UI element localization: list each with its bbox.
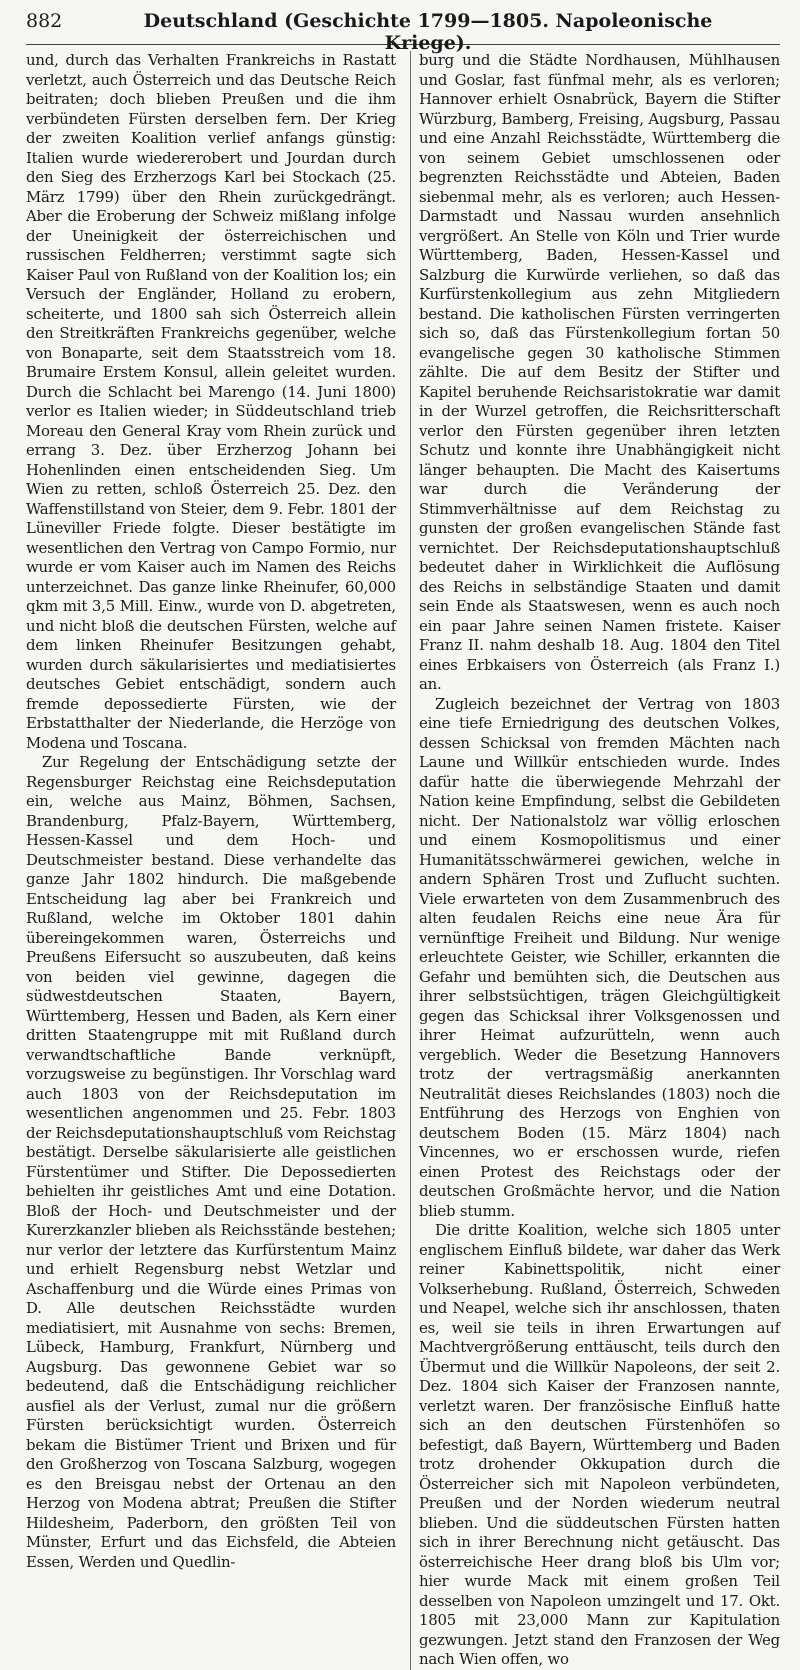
paragraph: Zur Regelung der Entschädigung setzte der Regensburger Reichstag eine Reichsdeputation ein, welche aus Mainz, Böhmen, Sachsen, Brandenburg, Pfalz-Bayern, Württemberg, Hessen-Kassel und dem Hoch- und Deutschmeister bestand. Diese verhandelte das ganze Jahr 1802 hindurch. Die maßgebende Entscheidung lag aber bei Frankreich und Rußland, welche im Oktober 1801 dahin übereingekommen waren, Österreichs und Preußens Eifersucht so auszubeuten, daß keins von beiden viel gewinne, dagegen die südwestdeutschen Staaten, Bayern, Württemberg, Hessen und Baden, als Kern einer dritten Staatengruppe mit mit Rußland durch verwandtschaftliche Bande verknüpft, vorzugsweise zu begünstigen. Ihr Vorschlag ward auch 1803 von der Reichsdeputation im wesentlichen angenommen und 25. Febr. 1803 der Reichsdeputationshauptschluß vom Reichstag bestätigt. Derselbe säkularisierte alle geistlichen Fürstentümer und Stifter. Die Depossedierten behielten ihr geistliches Amt und eine Dotation. Bloß der Hoch- und Deutschmeister und der Kurerzkanzler blieben als Reichsstände bestehen; nur verlor der letztere das Kurfürstentum Mainz und erhielt Regensburg nebst Wetzlar und Aschaffenburg und die Würde eines Primas von D. Alle deutschen Reichsstädte wurden mediatisiert, mit Ausnahme von sechs: Bremen, Lübeck, Hamburg, Frankfurt, Nürnberg und Augsburg. Das gewonnene Gebiet war so bedeutend, daß die Entschädigung reichlicher ausfiel als der Verlust, zumal nur die größern Fürsten berücksichtigt wurden. Österreich bekam die Bistümer Trient und Brixen und für den Großherzog von Toscana Salzburg, wogegen es den Breisgau nebst der Ortenau an den Herzog von Modena abtrat; Preußen die Stifter Hildesheim, Paderborn, den größten Teil von Münster, Erfurt und das Eichsfeld, die Abteien Essen, Werden und Quedlin- xyxy=(26,753,396,1571)
paragraph: Die dritte Koalition, welche sich 1805 unter englischem Einfluß bildete, war daher das Werk reiner Kabinettspolitik, nicht einer Volkserhebung. Rußland, Österreich, Schweden und Neapel, welche sich ihr anschlossen, thaten es, weil sie teils in ihren Erwartungen auf Machtvergrößerung enttäuscht, teils durch den Übermut und die Willkür Napoleons, der seit 2. Dez. 1804 sich Kaiser der Franzosen nannte, verletzt waren. Der französische Einfluß hatte sich an den deutschen Fürstenhöfen so befestigt, daß Bayern, Württemberg und Baden trotz drohender Okkupation durch die Österreicher sich mit Napoleon verbündeten, Preußen und der Norden wiederum neutral blieben. Und die süddeutschen Fürsten hatten sich in ihrer Berechnung nicht getäuscht. Das österreichische Heer drang bloß bis Ulm vor; hier wurde Mack mit einem großen Teil desselben von Napoleon umzingelt und 17. Okt. 1805 mit 23,000 Mann zur Kapitulation gezwungen. Jetzt stand den Franzosen der Weg nach Wien offen, wo xyxy=(418,1221,780,1668)
right-column xyxy=(410,51,780,1670)
running-head: Deutschland (Geschichte 1799—1805. Napoleonische Kriege). xyxy=(143,10,713,54)
paragraph: und, durch das Verhalten Frankreichs in Rastatt verletzt, auch Österreich und das Deutsche Reich beitraten; doch blieben Preußen und die ihm verbündeten Fürsten derselben fern. Der Krieg der zweiten Koalition verlief anfangs günstig: Italien wurde wiedererobert und Jourdan durch den Sieg des Erzherzogs Karl bei Stockach (25. März 1799) über den Rhein zurückgedrängt. Aber die Eroberung der Schweiz mißlang infolge der Uneinigkeit der österreichischen und russischen Feldherren; verstimmt sagte sich Kaiser Paul von Rußland von der Koalition los; ein Versuch der Engländer, Holland zu erobern, scheiterte, und 1800 sah sich Österreich allein den Streitkräften Frankreichs gegenüber, welche von Bonaparte, seit dem Staatsstreich vom 18. Brumaire Erstem Konsul, allein geleitet wurden. Durch die Schlacht bei Marengo (14. Juni 1800) verlor es Italien wieder; in Süddeutschland trieb Moreau den General Kray vom Rhein zurück und errang 3. Dez. über Erzherzog Johann bei Hohenlinden einen entscheidenden Sieg. Um Wien zu retten, schloß Österreich 25. Dez. den Waffenstillstand von Steier, dem 9. Febr. 1801 der Lüneviller Friede folgte. Dieser bestätigte im wesentlichen den Vertrag von Campo Formio, nur wurde er vom Kaiser auch im Namen des Reichs unterzeichnet. Das ganze linke Rheinufer, 60,000 qkm mit 3,5 Mill. Einw., wurde von D. abgetreten, und nicht bloß die deutschen Fürsten, welche auf dem linken Rheinufer Besitzungen gehabt, wurden durch säkularisiertes und mediatisiertes deutsches Gebiet entschädigt, sondern auch fremde depossedierte Fürsten, wie der Erbstatthalter der Niederlande, die Herzöge von Modena und Toscana. xyxy=(26,51,396,752)
paragraph: burg und die Städte Nordhausen, Mühlhausen und Goslar, fast fünfmal mehr, als es verloren; Hannover erhielt Osnabrück, Bayern die Stifter Würzburg, Bamberg, Freising, Augsburg, Passau und eine Anzahl Reichsstädte, Württemberg die von seinem Gebiet umschlossenen oder begrenzten Reichsstädte und Abteien, Baden siebenmal mehr, als es verloren; auch Hessen-Darmstadt und Nassau wurden ansehnlich vergrößert. An Stelle von Köln und Trier wurde Württemberg, Baden, Hessen-Kassel und Salzburg die Kurwürde verliehen, so daß das Kurfürstenkollegium aus zehn Mitgliedern bestand. Die katholischen Fürsten verringerten sich so, daß das Fürstenkollegium fortan 50 evangelische gegen 30 katholische Stimmen zählte. Die auf dem Besitz der Stifter und Kapitel beruhende Reichsaristokratie war damit in der Wurzel getroffen, die Reichsritterschaft verlor den Fürsten gegenüber ihren letzten Schutz und konnte ihre Unabhängigkeit nicht länger behaupten. Die Macht des Kaisertums war durch die Veränderung der Stimmverhältnisse auf dem Reichstag zu gunsten der großen evangelischen Stände fast vernichtet. Der Reichsdeputationshauptschluß bedeutet daher in Wirklichkeit die Auflösung des Reichs in selbständige Staaten und damit sein Ende als Staatswesen, wenn es auch noch ein paar Jahre seinen Namen fristete. Kaiser Franz II. nahm deshalb 18. Aug. 1804 den Titel eines Erbkaisers von Österreich (als Franz I.) an. xyxy=(418,51,780,693)
text-columns xyxy=(26,51,780,1670)
page-header xyxy=(26,10,780,54)
page-number: 882 xyxy=(26,10,63,32)
left-column xyxy=(26,51,396,1670)
paragraph: Zugleich bezeichnet der Vertrag von 1803 eine tiefe Erniedrigung des deutschen Volkes, dessen Schicksal von fremden Mächten nach Laune und Willkür entschieden wurde. Indes dafür hatte die überwiegende Mehrzahl der Nation keine Empfindung, selbst die Gebildeten nicht. Der Nationalstolz war völlig erloschen und einem Kosmopolitismus und einer Humanitätsschwärmerei gewichen, welche in andern Sphären Trost und Zuflucht suchten. Viele erwarteten von dem Zusammenbruch des alten feudalen Reichs eine neue Ära für vernünftige Freiheit und Bildung. Nur wenige erleuchtete Geister, wie Schiller, erkannten die Gefahr und bemühten sich, die Deutschen aus ihrer selbstsüchtigen, trägen Gleichgültigkeit gegen das Schicksal ihrer Volksgenossen und ihrer Heimat aufzurütteln, wenn auch vergeblich. Weder die Besetzung Hannovers trotz der vertragsmäßig anerkannten Neutralität dieses Reichslandes (1803) noch die Entführung des Herzogs von Enghien von deutschem Boden (15. März 1804) nach Vincennes, wo er erschossen wurde, riefen einen Protest des Reichstags oder der deutschen Großmächte hervor, und die Nation blieb stumm. xyxy=(418,694,780,1220)
